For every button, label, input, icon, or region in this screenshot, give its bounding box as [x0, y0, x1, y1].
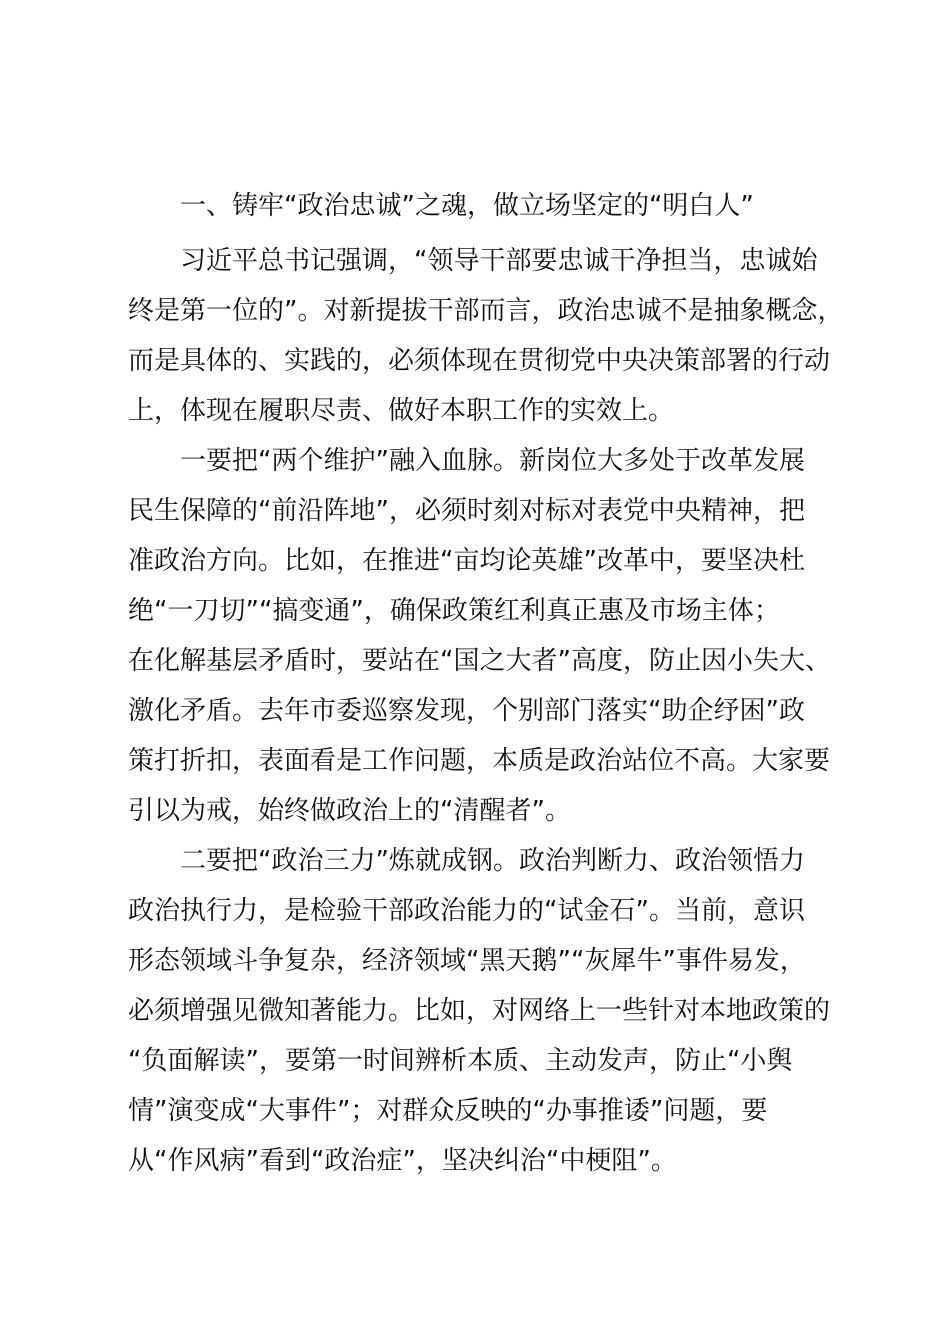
- paragraph-1: [128, 236, 858, 436]
- paragraph-line: 民生保障的“前沿阵地”，必须时刻对标对表党中央精神，把: [128, 496, 805, 526]
- paragraph-line: 在化解基层矛盾时，要站在“国之大者”高度，防止因小失大、: [128, 646, 831, 676]
- paragraph-line: 上，体现在履职尽责、做好本职工作的实效上。: [128, 396, 675, 426]
- paragraph-line: 终是第一位的”。对新提拔干部而言，政治忠诚不是抽象概念，: [128, 296, 844, 326]
- paragraph-line: 绝“一刀切”“搞变通”，确保政策红利真正惠及市场主体；: [128, 596, 780, 626]
- paragraph-line: 情”演变成“大事件”；对群众反映的“办事推诿”问题，要: [128, 1096, 768, 1126]
- paragraph-line: “负面解读”，要第一时间辨析本质、主动发声，防止“小舆: [128, 1046, 793, 1076]
- paragraph-line: 一要把“两个维护”融入血脉。新岗位大多处于改革发展: [180, 446, 805, 476]
- paragraph-line: 策打折扣，表面看是工作问题，本质是政治站位不高。大家要: [128, 746, 831, 776]
- section-heading: 一、铸牢“政治忠诚”之魂，做立场坚定的“明白人”: [180, 191, 754, 221]
- paragraph-line: 必须增强见微知著能力。比如，对网络上一些针对本地政策的: [128, 996, 831, 1026]
- paragraph-line: 政治执行力，是检验干部政治能力的“试金石”。当前，意识: [128, 896, 805, 926]
- paragraph-3: [128, 836, 858, 1186]
- document-page: [128, 180, 858, 1186]
- paragraph-line: 从“作风病”看到“政治症”，坚决纠治“中梗阻”。: [128, 1146, 677, 1176]
- paragraph-line: 形态领域斗争复杂，经济领域“黑天鹅”“灰犀牛”事件易发，: [128, 946, 806, 976]
- paragraph-line: 二要把“政治三力”炼就成钢。政治判断力、政治领悟力: [180, 846, 805, 876]
- paragraph-line: 激化矛盾。去年市委巡察发现，个别部门落实“助企纾困”政: [128, 696, 805, 726]
- paragraph-line: 引以为戒，始终做政治上的“清醒者”。: [128, 796, 571, 826]
- paragraph-line: 习近平总书记强调，“领导干部要忠诚干净担当，忠诚始: [180, 246, 818, 276]
- paragraph-line: 准政治方向。比如，在推进“亩均论英雄”改革中，要坚决杜: [128, 546, 805, 576]
- paragraph-line: 而是具体的、实践的，必须体现在贯彻党中央决策部署的行动: [128, 346, 831, 376]
- paragraph-2: [128, 436, 858, 836]
